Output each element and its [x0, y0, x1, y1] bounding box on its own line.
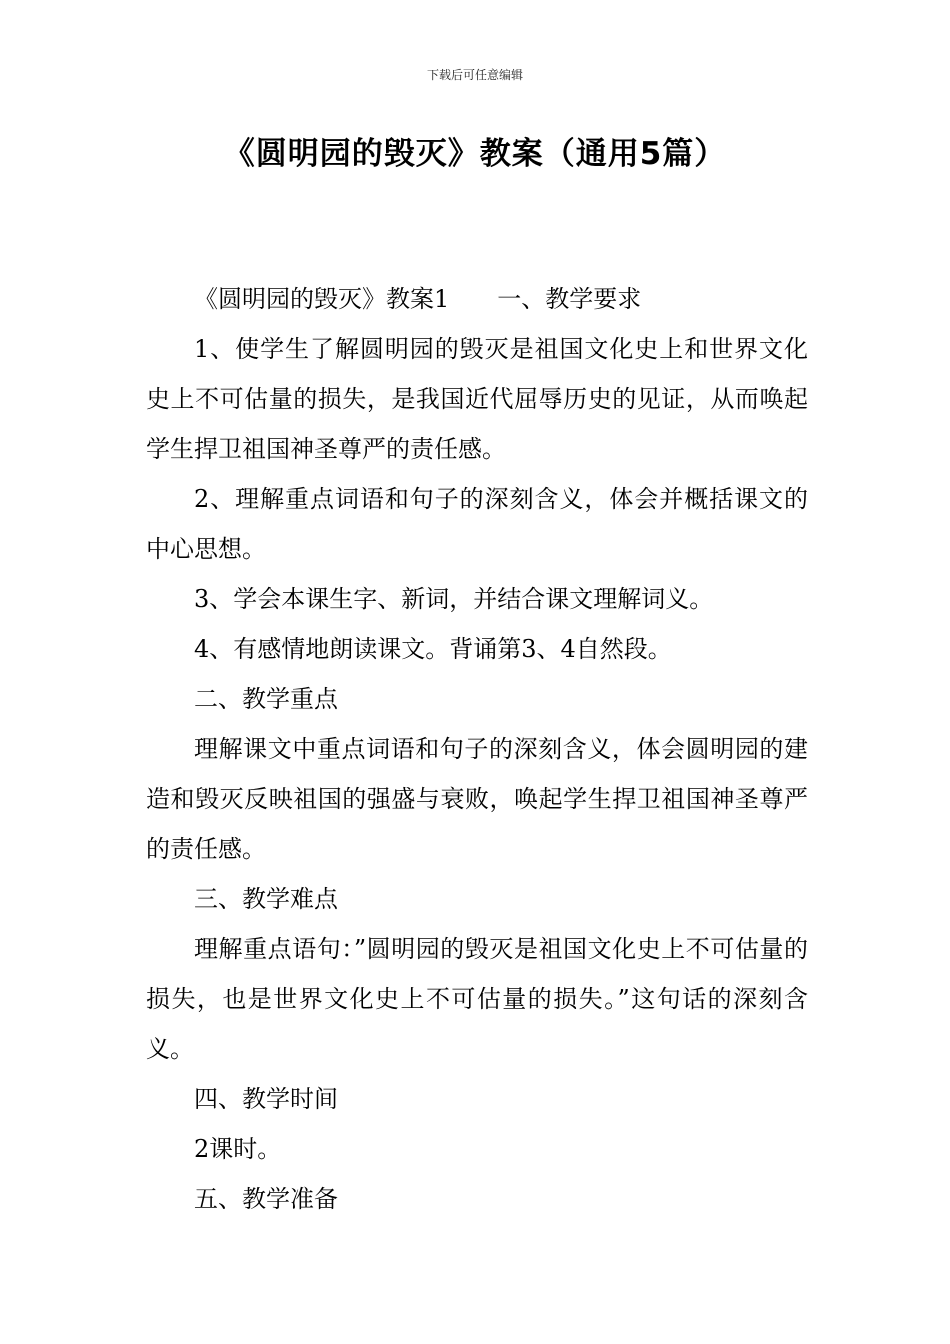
- section-heading: 二、教学重点: [194, 685, 338, 713]
- paragraph: 2、理解重点词语和句子的深刻含义，体会并概括课文的中心思想。: [146, 485, 808, 563]
- header-note: 下载后可任意编辑: [426, 68, 523, 82]
- paragraph: 4、有感情地朗读课文。背诵第3、4自然段。: [194, 635, 672, 663]
- document-body: [146, 274, 808, 1224]
- paragraph: 1、使学生了解圆明园的毁灭是祖国文化史上和世界文化史上不可估量的损失，是我国近代屈辱历史的见证，从而唤起学生捍卫祖国神圣尊严的责任感。: [146, 335, 808, 463]
- document-title: 《圆明园的毁灭》教案（通用5篇）: [223, 136, 727, 172]
- paragraph: 理解课文中重点词语和句子的深刻含义，体会圆明园的建造和毁灭反映祖国的强盛与衰败，唤起学生捍卫祖国神圣尊严的责任感。: [146, 735, 808, 863]
- paragraph: 2课时。: [194, 1135, 282, 1163]
- lesson-heading: 《圆明园的毁灭》教案1 一、教学要求: [194, 285, 642, 313]
- paragraph: 3、学会本课生字、新词，并结合课文理解词义。: [194, 585, 714, 613]
- section-heading: 三、教学难点: [194, 885, 338, 913]
- section-heading: 四、教学时间: [194, 1085, 338, 1113]
- section-heading: 五、教学准备: [194, 1185, 338, 1213]
- paragraph: 理解重点语句：”圆明园的毁灭是祖国文化史上不可估量的损失，也是世界文化史上不可估量的损失。”这句话的深刻含义。: [146, 935, 808, 1063]
